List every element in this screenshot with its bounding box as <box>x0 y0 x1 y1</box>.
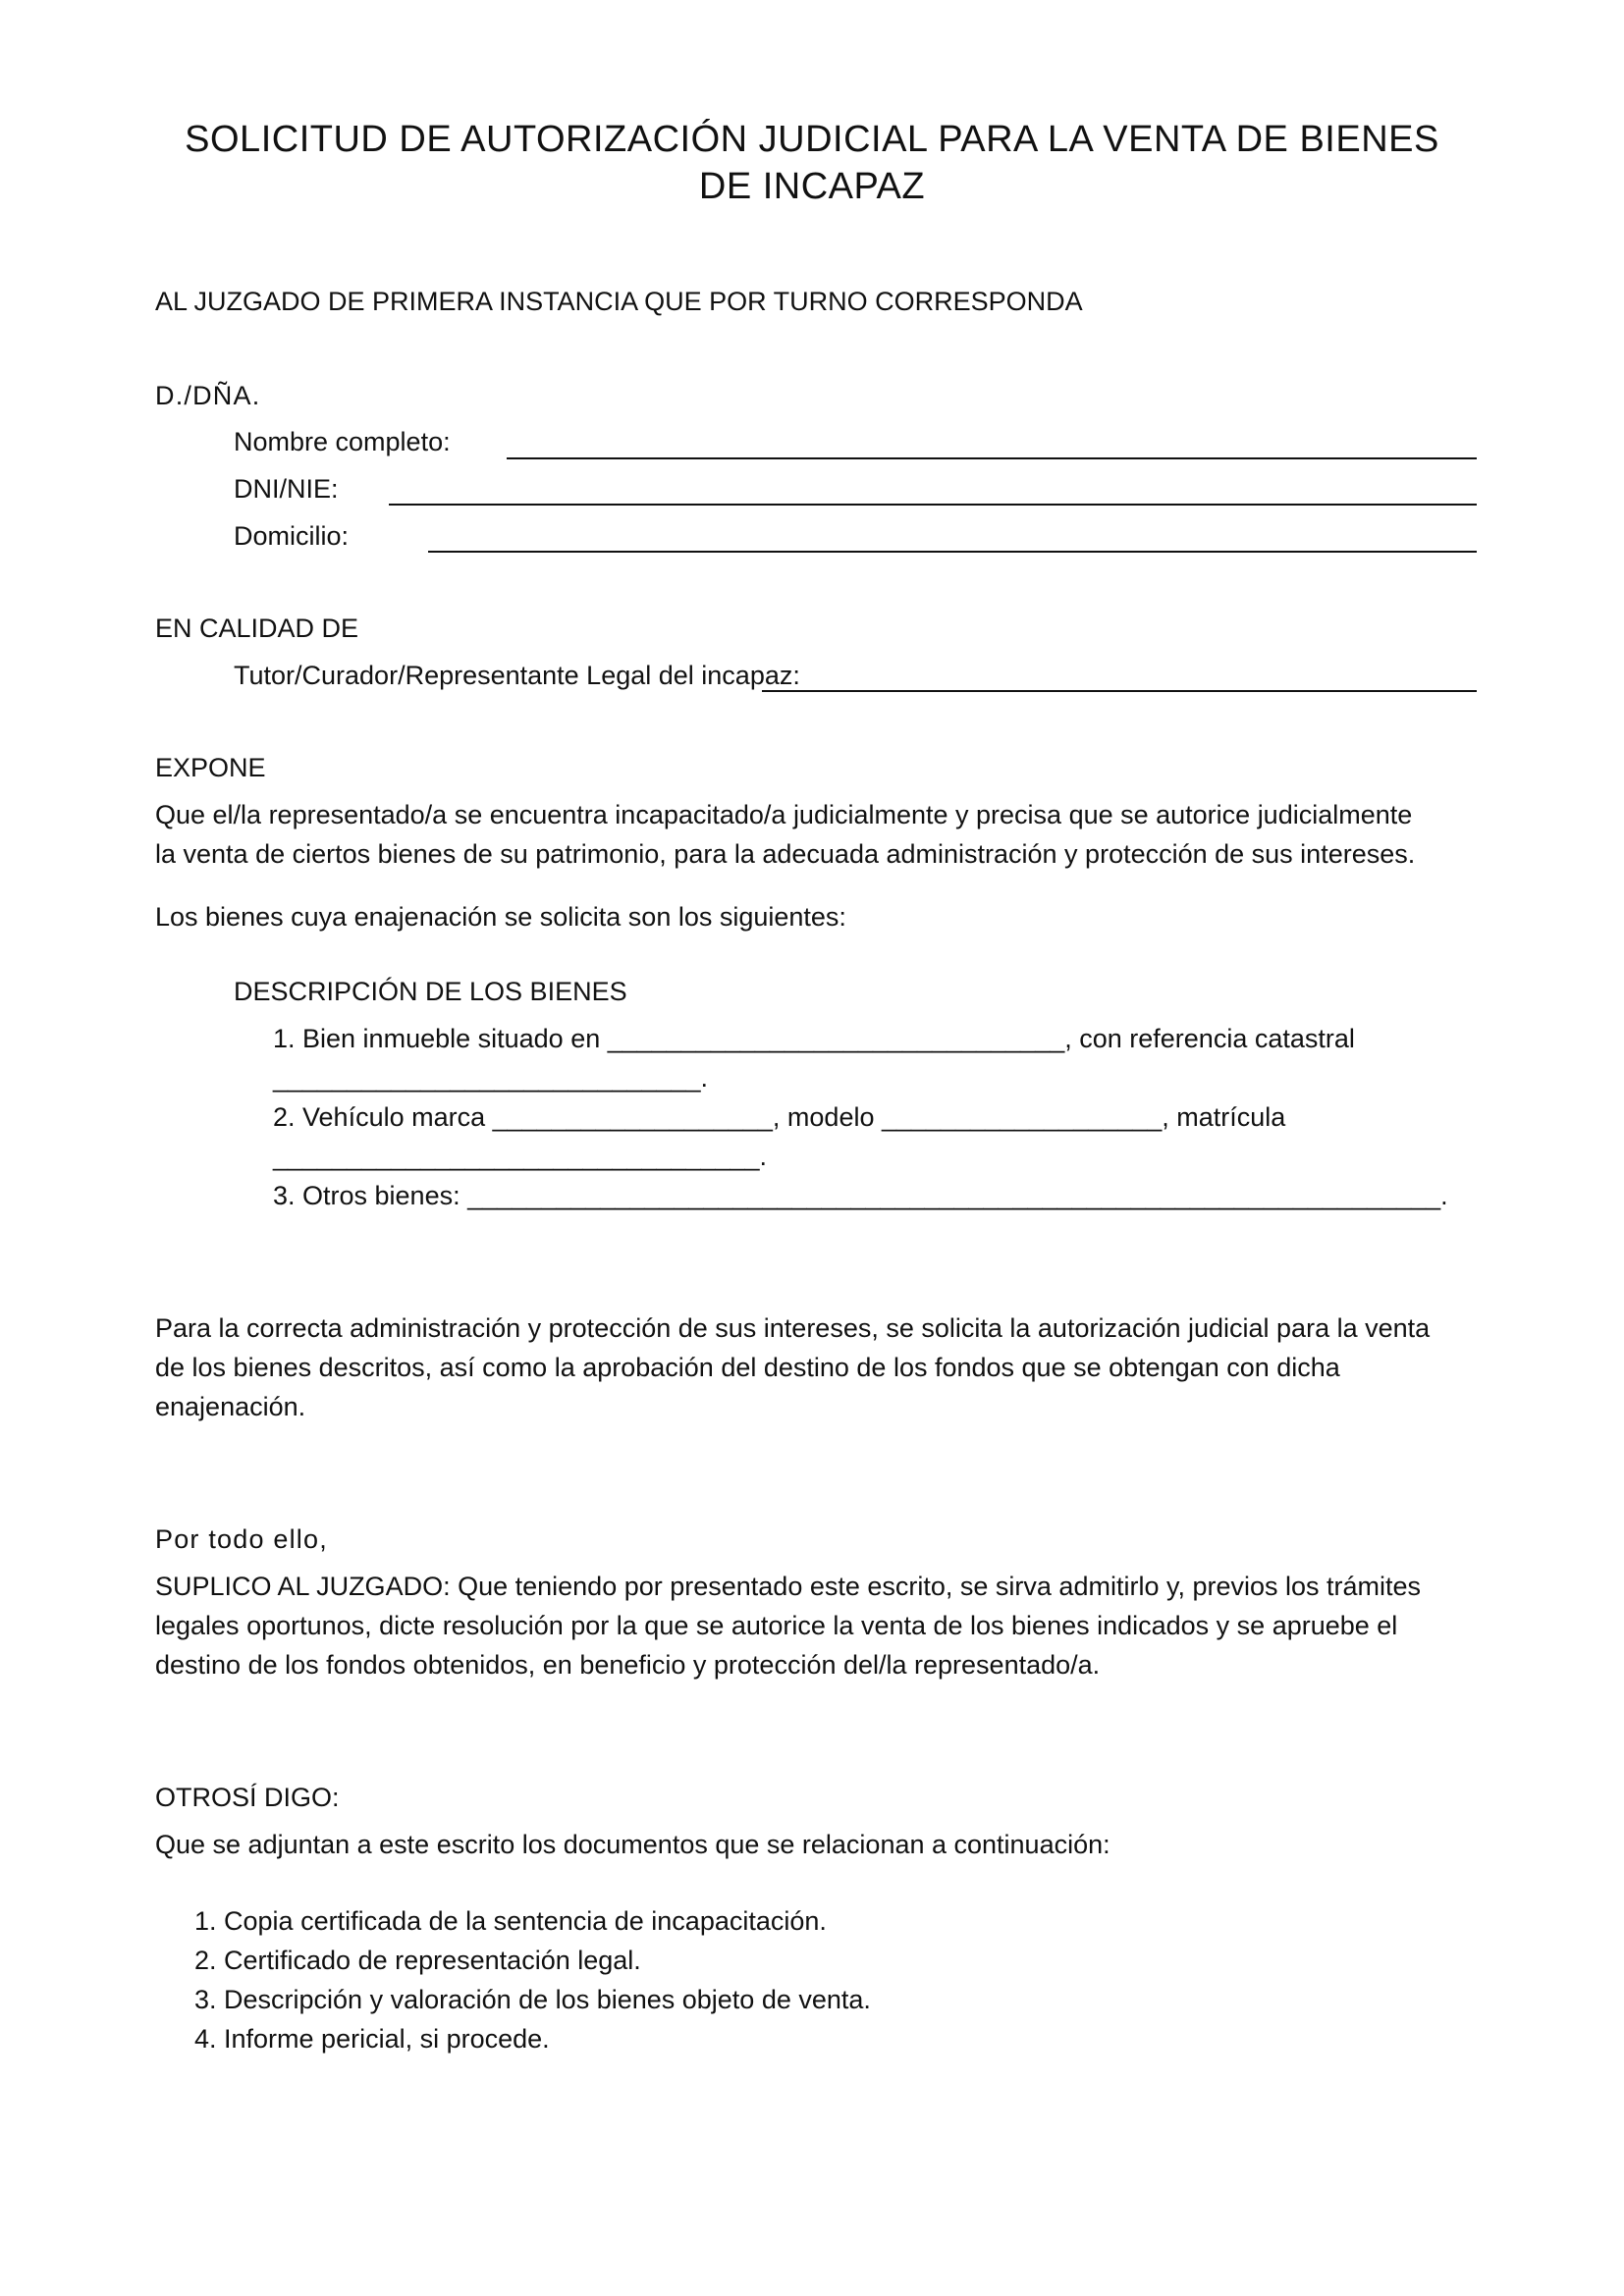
goods-heading: DESCRIPCIÓN DE LOS BIENES <box>234 977 627 1006</box>
dni-label: DNI/NIE: <box>234 474 339 504</box>
expone-line-1: Que el/la representado/a se encuentra incapacitado/a judicialmente y precisa que se autorice judicialmente <box>155 800 1413 829</box>
role-field[interactable] <box>762 690 1477 692</box>
address-label: Domicilio: <box>234 521 350 551</box>
applicant-heading: D./DÑA. <box>155 381 261 410</box>
name-field[interactable] <box>507 457 1477 459</box>
title-line-2: DE INCAPAZ <box>698 166 926 207</box>
purpose-line-1: Para la correcta administración y protección de sus intereses, se solicita la autorización judicial para la venta <box>155 1313 1431 1343</box>
goods-intro: Los bienes cuya enajenación se solicita son los siguientes: <box>155 902 846 932</box>
otrosi-heading: OTROSÍ DIGO: <box>155 1783 340 1812</box>
doc-item-3: 3. Descripción y valoración de los bienes objeto de venta. <box>194 1985 871 2014</box>
goods-item-2-cont: _________________________________. <box>273 1142 768 1171</box>
suplico-line-3: destino de los fondos obtenidos, en beneficio y protección del/la representado/a. <box>155 1650 1101 1680</box>
doc-item-2: 2. Certificado de representación legal. <box>194 1946 641 1975</box>
dni-field[interactable] <box>389 504 1477 506</box>
document-title <box>147 116 1477 210</box>
doc-item-1: 1. Copia certificada de la sentencia de incapacitación. <box>194 1906 827 1936</box>
doc-item-4: 4. Informe pericial, si procede. <box>194 2024 550 2054</box>
address-field[interactable] <box>428 551 1477 553</box>
purpose-line-2: de los bienes descritos, así como la aprobación del destino de los fondos que se obtengan con dicha <box>155 1353 1340 1382</box>
goods-item-1-cont: _____________________________. <box>273 1063 708 1093</box>
suplico-intro: Por todo ello, <box>155 1524 328 1554</box>
goods-item-2: 2. Vehículo marca ___________________, modelo ___________________, matrícula <box>273 1102 1286 1132</box>
purpose-line-3: enajenación. <box>155 1392 306 1421</box>
capacity-heading: EN CALIDAD DE <box>155 614 359 643</box>
otrosi-intro: Que se adjuntan a este escrito los documentos que se relacionan a continuación: <box>155 1830 1110 1859</box>
role-label: Tutor/Curador/Representante Legal del incapaz: <box>234 661 800 690</box>
suplico-line-2: legales oportunos, dicte resolución por la que se autorice la venta de los bienes indicados y se apruebe el <box>155 1611 1398 1640</box>
title-line-1: SOLICITUD DE AUTORIZACIÓN JUDICIAL PARA LA VENTA DE BIENES <box>185 119 1439 160</box>
goods-item-1: 1. Bien inmueble situado en _______________________________, con referencia catastral <box>273 1024 1355 1053</box>
expone-line-2: la venta de ciertos bienes de su patrimonio, para la adecuada administración y protección de sus intereses. <box>155 839 1416 869</box>
court-heading: AL JUZGADO DE PRIMERA INSTANCIA QUE POR TURNO CORRESPONDA <box>155 287 1083 316</box>
expone-heading: EXPONE <box>155 753 266 782</box>
name-label: Nombre completo: <box>234 427 451 456</box>
goods-item-3: 3. Otros bienes: __________________________________________________________________. <box>273 1181 1448 1210</box>
suplico-line-1: SUPLICO AL JUZGADO: Que teniendo por presentado este escrito, se sirva admitirlo y, previos los trámites <box>155 1572 1422 1601</box>
